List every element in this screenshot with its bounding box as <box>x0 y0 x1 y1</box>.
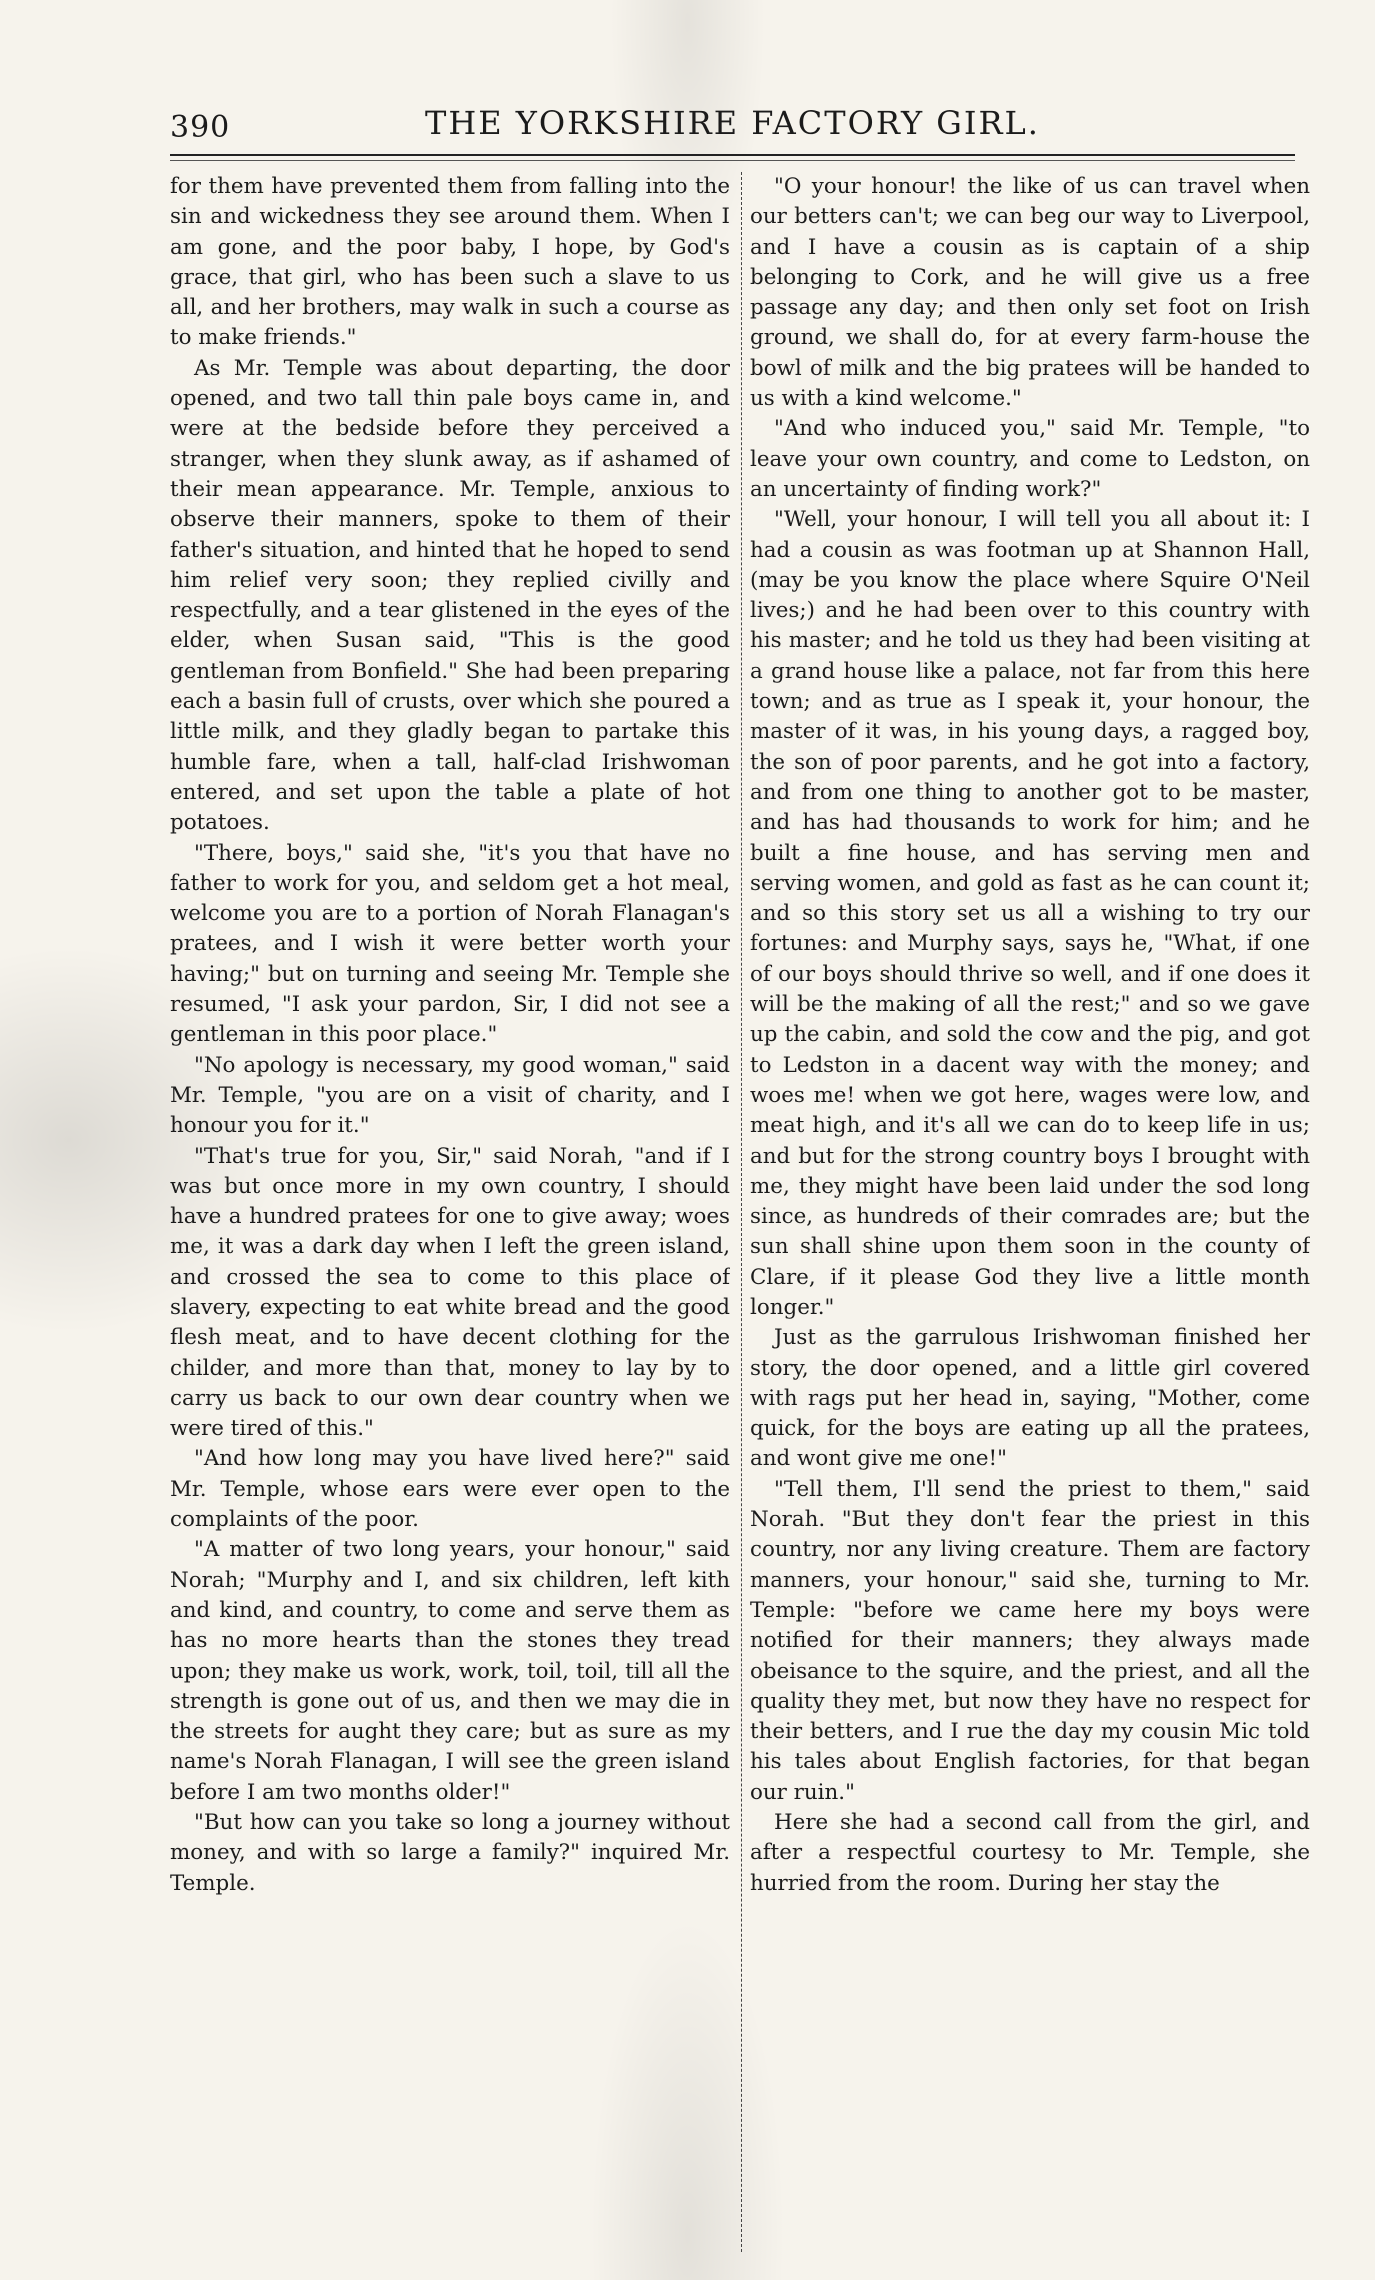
page-number: 390 <box>170 110 231 145</box>
paragraph: "No apology is necessary, my good woman," said Mr. Temple, "you are on a visit of charity, and I honour you for it." <box>170 1052 730 1139</box>
paragraph: for them have prevented them from falling into the sin and wickedness they see around them. When I am gone, and the poor baby, I hope, by God's grace, that girl, who has been such a slave to us all, and her brothers, may walk in such a course as to make friends." <box>170 174 730 351</box>
column-divider <box>741 172 742 2252</box>
paragraph: "A matter of two long years, your honour," said Norah; "Murphy and I, and six children, left kith and kind, and country, to come and serve them as has no more hearts than the stones they tread upon; they make us work, work, toil, toil, till all the strength is gone out of us, and then we may die in the streets for aught they care; but as sure as my name's Norah Flanagan, I will see the green island before I am two months older!" <box>170 1537 730 1805</box>
paragraph: "Tell them, I'll send the priest to them," said Norah. "But they don't fear the priest in this country, nor any living creature. Them are factory manners, your honour," said she, turning to Mr. Temple: "before we came here my boys were notified for their manners; they always made obeisance to the squire, and the priest, and all the quality they met, but now they have no respect for their betters, and I rue the day my cousin Mic told his tales about English factories, for that began our ruin." <box>750 1476 1310 1805</box>
paragraph: "And how long may you have lived here?" said Mr. Temple, whose ears were ever open to the complaints of the poor. <box>170 1446 730 1533</box>
paragraph: "There, boys," said she, "it's you that have no father to work for you, and seldom get a hot meal, welcome you are to a portion of Norah Flanagan's pratees, and I wish it were better worth your having;" but on turning and seeing Mr. Temple she resumed, "I ask your pardon, Sir, I did not see a gentleman in this poor place." <box>170 840 730 1048</box>
header-rule <box>170 154 1295 156</box>
running-title: THE YORKSHIRE FACTORY GIRL. <box>425 104 1040 142</box>
paragraph: "That's true for you, Sir," said Norah, "and if I was but once more in my own country, I should have a hundred pratees for one to give away; woes me, it was a dark day when I left the green island, and crossed the sea to come to this place of slavery, expecting to eat white bread and the good flesh meat, and to have decent clothing for the childer, and more than that, money to lay by to carry us back to our own dear country when we were tired of this." <box>170 1143 730 1442</box>
left-column <box>170 172 730 2272</box>
paragraph: "O your honour! the like of us can travel when our betters can't; we can beg our way to Liverpool, and I have a cousin as is captain of a ship belonging to Cork, and he will give us a free passage any day; and then only set foot on Irish ground, we shall do, for at every farm-house the bowl of milk and the big pratees will be handed to us with a kind welcome." <box>750 174 1310 412</box>
paragraph: "Well, your honour, I will tell you all about it: I had a cousin as was footman up at Shannon Hall, (may be you know the place where Squire O'Neil lives;) and he had been over to this country with his master; and he told us they had been visiting at a grand house like a palace, not far from this here town; and as true as I speak it, your honour, the master of it was, in his young days, a ragged boy, the son of poor parents, and he got into a factory, and from one thing to another got to be master, and has had thousands to work for him; and he built a fine house, and has serving men and serving women, and gold as fast as he can count it; and so this story set us all a wishing to try our fortunes: and Murphy says, says he, "What, if one of our boys should thrive so well, and if one does it will be the making of all the rest;" and so we gave up the cabin, and sold the cow and the pig, and got to Ledston in a dacent way with the money; and woes me! when we got here, wages were low, and meat high, and it's all we can do to keep life in us; and but for the strong country boys I brought with me, they might have been laid under the sod long since, as hundreds of their comrades are; but the sun shall shine upon them soon in the county of Clare, if it please God they live a little month longer." <box>750 507 1310 1320</box>
paragraph: Just as the garrulous Irishwoman finished her story, the door opened, and a little girl covered with rags put her head in, saying, "Mother, come quick, for the boys are eating up all the pratees, and wont give me one!" <box>750 1325 1310 1472</box>
header-rule-thin <box>170 160 1295 161</box>
paragraph: As Mr. Temple was about departing, the door opened, and two tall thin pale boys came in, and were at the bedside before they perceived a stranger, when they slunk away, as if ashamed of their mean appearance. Mr. Temple, anxious to observe their manners, spoke to them of their father's situation, and hinted that he hoped to send him relief very soon; they replied civilly and respectfully, and a tear glistened in the eyes of the elder, when Susan said, "This is the good gentleman from Bonfield." She had been preparing each a basin full of crusts, over which she poured a little milk, and they gladly began to partake this humble fare, when a tall, half-clad Irishwoman entered, and set upon the table a plate of hot potatoes. <box>170 355 730 836</box>
paragraph: "But how can you take so long a journey without money, and with so large a family?" inquired Mr. Temple. <box>170 1810 730 1896</box>
paragraph: "And who induced you," said Mr. Temple, "to leave your own country, and come to Ledston, on an uncertainty of finding work?" <box>750 416 1310 502</box>
page-header <box>170 104 1295 154</box>
right-column <box>750 172 1310 2272</box>
paragraph: Here she had a second call from the girl, and after a respectful courtesy to Mr. Temple, she hurried from the room. During her stay the <box>750 1810 1310 1896</box>
